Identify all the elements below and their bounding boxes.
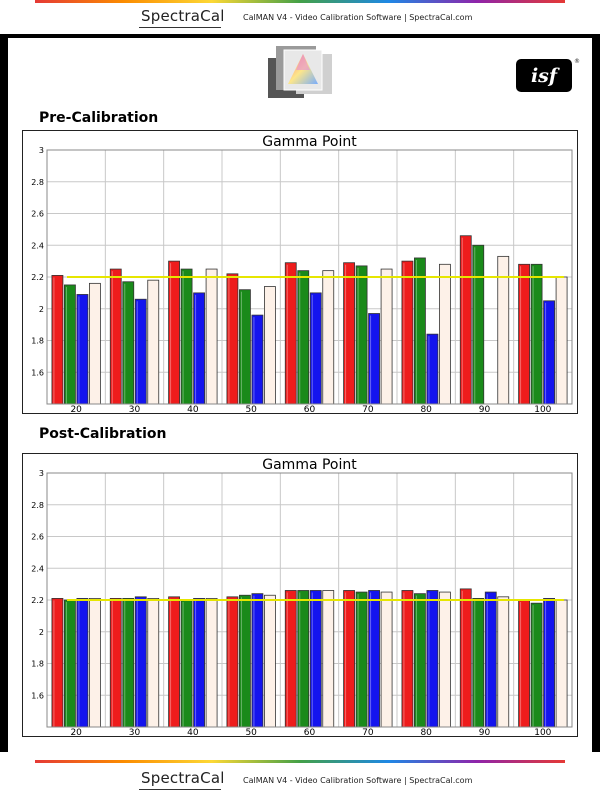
x-tick-label: 40	[187, 405, 199, 414]
footer-bar	[0, 752, 600, 800]
x-tick-label: 50	[245, 405, 257, 414]
report-page	[8, 38, 592, 752]
bar-white	[206, 269, 217, 404]
bar-white	[498, 256, 509, 404]
bar-white	[381, 269, 392, 404]
y-tick-label: 3	[38, 146, 44, 155]
x-tick-label: 80	[420, 405, 432, 414]
x-tick-label: 90	[478, 405, 491, 414]
y-tick-label: 1.6	[31, 368, 44, 378]
x-tick-label: 20	[70, 728, 82, 737]
pre-calibration-chart	[22, 130, 578, 414]
x-tick-label: 90	[478, 728, 491, 737]
bar-white	[148, 280, 159, 404]
bar-white	[381, 592, 392, 727]
footer-brand-underline	[139, 789, 221, 790]
chart-title: Gamma Point	[262, 457, 357, 473]
bar-white	[323, 271, 334, 404]
bar-white	[89, 598, 100, 727]
y-tick-label: 1.6	[31, 691, 44, 701]
footer-brand: SpectraCal	[141, 769, 225, 787]
isf-registered-mark: ®	[574, 58, 580, 65]
y-tick-label: 2.8	[31, 500, 44, 510]
bar-white	[206, 598, 217, 727]
y-tick-label: 2.8	[31, 177, 44, 187]
header-rainbow-line	[35, 0, 565, 3]
pre-calibration-title: Pre-Calibration	[39, 110, 159, 126]
header-brand-underline	[139, 27, 221, 28]
y-tick-label: 3	[38, 469, 44, 478]
post-calibration-title: Post-Calibration	[39, 426, 167, 442]
bar-white	[556, 277, 567, 404]
bar-white	[556, 600, 567, 727]
footer-rainbow-line	[35, 760, 565, 763]
x-tick-label: 70	[362, 405, 374, 414]
bar-white	[323, 590, 334, 727]
x-tick-label: 100	[534, 728, 552, 737]
y-tick-label: 2	[38, 627, 44, 637]
y-tick-label: 2.4	[31, 241, 44, 251]
header-bar	[0, 0, 600, 34]
y-tick-label: 2	[38, 304, 44, 314]
isf-logo: isf	[516, 59, 572, 92]
y-tick-label: 2.6	[31, 532, 44, 542]
bar-white	[264, 595, 275, 727]
x-tick-label: 30	[128, 728, 141, 737]
header-tagline: CalMAN V4 - Video Calibration Software | SpectraCal.com	[243, 13, 473, 22]
bar-white	[148, 598, 159, 727]
footer-tagline: CalMAN V4 - Video Calibration Software | SpectraCal.com	[243, 776, 473, 785]
bar-white	[498, 597, 509, 727]
calman-logo-icon	[266, 40, 336, 102]
x-tick-label: 100	[534, 405, 552, 414]
y-tick-label: 2.6	[31, 209, 44, 219]
y-tick-label: 1.8	[31, 336, 44, 346]
y-tick-label: 2.2	[31, 596, 44, 605]
bar-white	[89, 283, 100, 404]
y-tick-label: 2.4	[31, 564, 44, 574]
y-tick-label: 1.8	[31, 659, 44, 669]
bar-white	[439, 592, 450, 727]
x-tick-label: 30	[128, 405, 141, 414]
x-tick-label: 70	[362, 728, 374, 737]
header-brand: SpectraCal	[141, 7, 225, 25]
post-calibration-chart	[22, 453, 578, 737]
x-tick-label: 50	[245, 728, 257, 737]
bar-white	[264, 287, 275, 404]
x-tick-label: 80	[420, 728, 432, 737]
x-tick-label: 60	[303, 728, 316, 737]
x-tick-label: 40	[187, 728, 199, 737]
chart-title: Gamma Point	[262, 134, 357, 150]
x-tick-label: 20	[70, 405, 82, 414]
x-tick-label: 60	[303, 405, 316, 414]
y-tick-label: 2.2	[31, 273, 44, 282]
bar-white	[439, 264, 450, 404]
